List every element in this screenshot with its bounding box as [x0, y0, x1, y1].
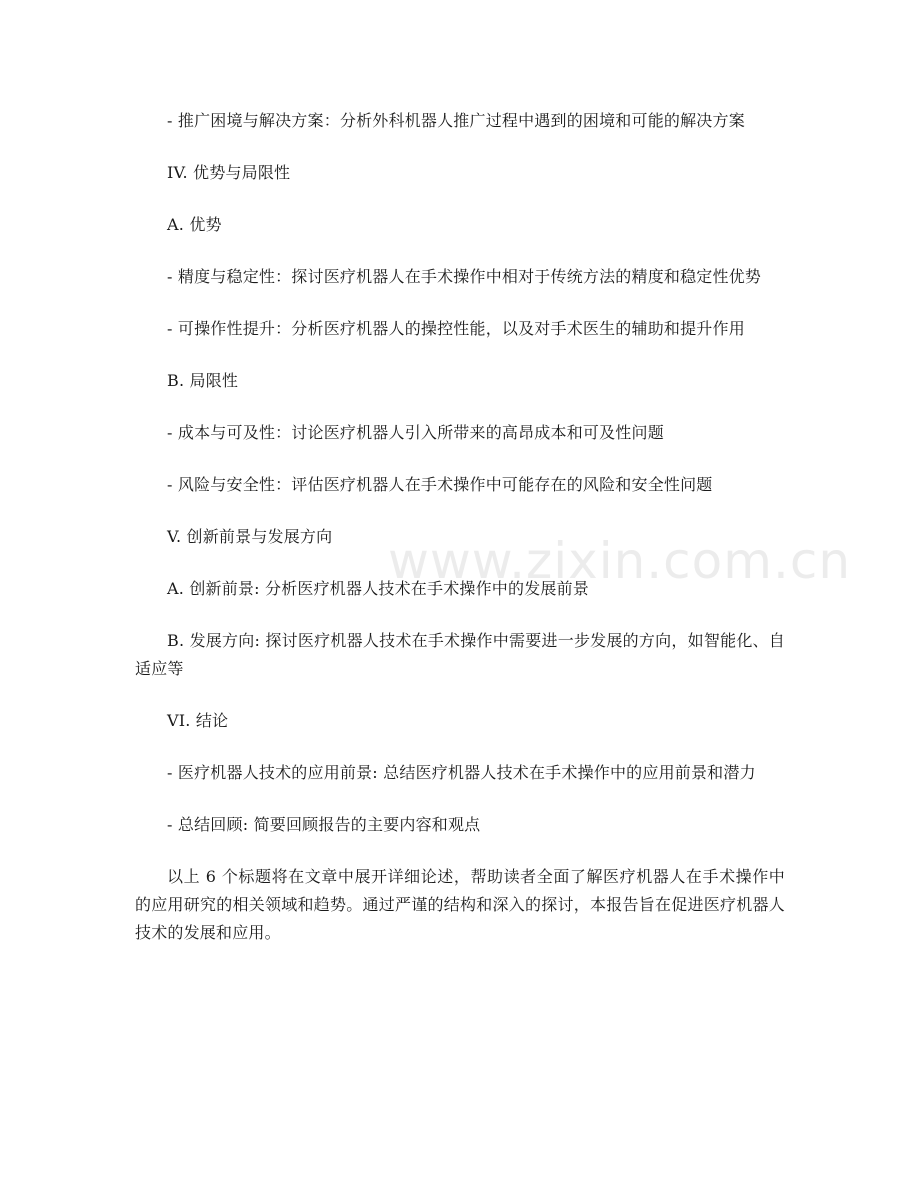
heading-conclusion: VI. 结论 — [167, 711, 229, 730]
paragraph-operability: - 可操作性提升：分析医疗机器人的操控性能，以及对手术医生的辅助和提升作用 — [167, 319, 745, 338]
paragraph-cost-accessibility: - 成本与可及性：讨论医疗机器人引入所带来的高昂成本和可及性问题 — [167, 423, 664, 442]
heading-advantages-limitations: IV. 优势与局限性 — [167, 163, 291, 182]
heading-limitations: B. 局限性 — [167, 371, 239, 390]
paragraph-application-prospects: - 医疗机器人技术的应用前景: 总结医疗机器人技术在手术操作中的应用前景和潜力 — [167, 763, 756, 782]
watermark: www.zixin.com.cn — [388, 532, 852, 590]
paragraph-development-direction: B. 发展方向: 探讨医疗机器人技术在手术操作中需要进一步发展的方向，如智能化、自适应等 — [135, 631, 785, 678]
paragraph-risk-safety: - 风险与安全性：评估医疗机器人在手术操作中可能存在的风险和安全性问题 — [167, 475, 713, 494]
paragraph-precision-stability: - 精度与稳定性：探讨医疗机器人在手术操作中相对于传统方法的精度和稳定性优势 — [167, 267, 762, 286]
paragraph-summary-review: - 总结回顾: 简要回顾报告的主要内容和观点 — [167, 815, 481, 834]
paragraph-promotion-difficulties: - 推广困境与解决方案：分析外科机器人推广过程中遇到的困境和可能的解决方案 — [167, 111, 745, 130]
paragraph-innovation-prospects: A. 创新前景: 分析医疗机器人技术在手术操作中的发展前景 — [167, 579, 590, 598]
paragraph-closing: 以上 6 个标题将在文章中展开详细论述，帮助读者全面了解医疗机器人在手术操作中的应用研究的相关领域和趋势。通过严谨的结构和深入的探讨，本报告旨在促进医疗机器人技术的发展和应用。 — [135, 867, 785, 942]
heading-innovation: V. 创新前景与发展方向 — [167, 527, 333, 546]
heading-advantages: A. 优势 — [167, 215, 222, 234]
document-page — [135, 107, 785, 971]
